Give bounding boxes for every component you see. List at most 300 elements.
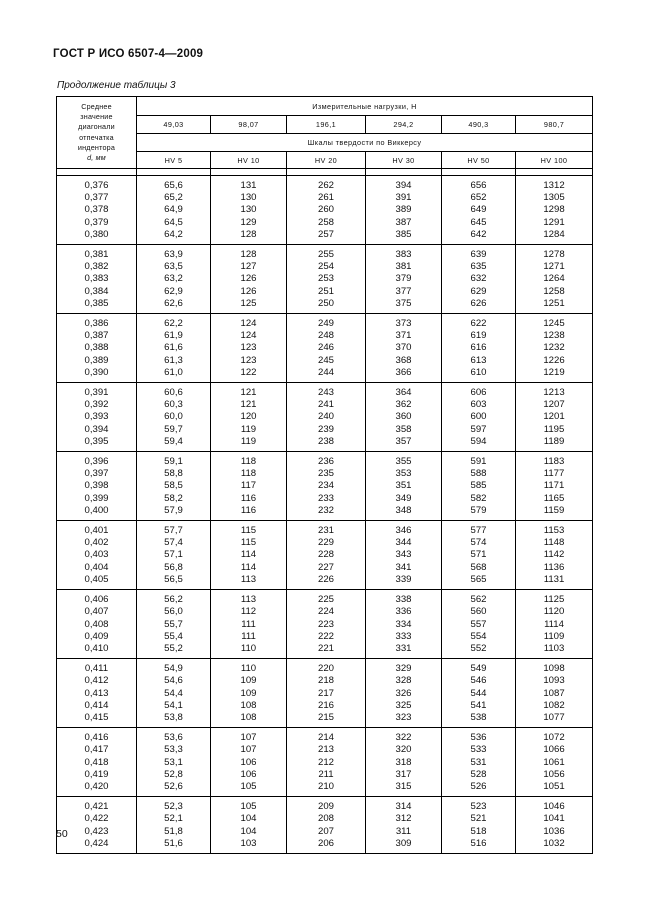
- hardness-value: 1207: [543, 399, 565, 411]
- hardness-value: 55,2: [164, 642, 183, 654]
- hardness-table: [56, 96, 593, 854]
- diagonal-value: 0,417: [84, 744, 109, 756]
- diagonal-value: 0,402: [84, 537, 109, 549]
- hardness-value: 1103: [543, 642, 565, 654]
- hardness-value: 391: [395, 192, 412, 204]
- hardness-column-cell: [366, 245, 442, 314]
- hardness-value: 123: [240, 342, 257, 354]
- hardness-value: 1114: [544, 618, 564, 630]
- hardness-column-cell: [137, 314, 211, 383]
- hardness-value: 58,8: [164, 468, 183, 480]
- hardness-value: 554: [470, 630, 487, 642]
- diagonal-value: 0,379: [84, 216, 109, 228]
- hardness-value: 55,4: [164, 630, 183, 642]
- hardness-value: 130: [240, 204, 257, 216]
- diagonal-value: 0,381: [84, 249, 109, 261]
- hardness-value: 124: [240, 330, 257, 342]
- hardness-value: 62,6: [164, 297, 183, 309]
- hardness-value: 1066: [543, 744, 565, 756]
- hardness-value: 61,0: [164, 366, 183, 378]
- load-value: 196,1: [287, 116, 366, 134]
- hardness-value: 51,8: [164, 825, 183, 837]
- hardness-value: 528: [470, 768, 487, 780]
- loads-title: Измерительные нагрузки, Н: [137, 97, 593, 116]
- hardness-value: 568: [470, 561, 487, 573]
- hardness-value: 544: [470, 687, 487, 699]
- hardness-value: 629: [470, 285, 487, 297]
- hardness-column-cell: [137, 521, 211, 590]
- hardness-value: 116: [240, 492, 257, 504]
- hardness-value: 377: [395, 285, 412, 297]
- hardness-value: 355: [395, 456, 412, 468]
- hardness-value: 112: [240, 606, 257, 618]
- hardness-value: 526: [470, 780, 487, 792]
- hardness-value: 1312: [543, 180, 565, 191]
- diagonal-column-cell: [57, 176, 137, 245]
- hardness-column-cell: [211, 590, 287, 659]
- hardness-value: 318: [395, 756, 412, 768]
- hardness-value: 326: [395, 687, 412, 699]
- hardness-value: 565: [470, 573, 487, 585]
- hardness-column-cell: [442, 590, 516, 659]
- hardness-value: 1093: [543, 675, 565, 687]
- hardness-value: 107: [240, 744, 257, 756]
- hardness-value: 54,6: [164, 675, 183, 687]
- hardness-column-cell: [287, 314, 366, 383]
- scale-label: HV 20: [287, 152, 366, 169]
- hardness-value: 113: [240, 573, 257, 585]
- diagonal-value: 0,405: [84, 573, 109, 585]
- hardness-value: 610: [470, 366, 487, 378]
- hardness-value: 549: [470, 663, 487, 675]
- hardness-value: 546: [470, 675, 487, 687]
- hardness-value: 63,9: [164, 249, 183, 261]
- hardness-column-cell: [287, 245, 366, 314]
- diagonal-value: 0,389: [84, 354, 109, 366]
- hardness-value: 1298: [543, 204, 565, 216]
- hardness-value: 1278: [543, 249, 565, 261]
- hardness-value: 594: [470, 435, 487, 447]
- hardness-column-cell: [287, 659, 366, 728]
- hardness-value: 1238: [543, 330, 565, 342]
- hardness-column-cell: [287, 452, 366, 521]
- hardness-value: 64,2: [164, 228, 183, 240]
- hardness-value: 105: [240, 801, 257, 813]
- hardness-value: 52,6: [164, 780, 183, 792]
- hardness-value: 341: [395, 561, 412, 573]
- table-row-group: [57, 314, 593, 383]
- hardness-column-cell: [137, 659, 211, 728]
- hardness-value: 63,2: [164, 273, 183, 285]
- diagonal-value: 0,413: [84, 687, 109, 699]
- hardness-value: 210: [317, 780, 334, 792]
- hardness-value: 1219: [543, 366, 565, 378]
- hardness-value: 120: [240, 411, 257, 423]
- hardness-value: 236: [317, 456, 334, 468]
- hardness-column-cell: [287, 590, 366, 659]
- hardness-value: 320: [395, 744, 412, 756]
- hardness-value: 373: [395, 318, 412, 330]
- hardness-value: 521: [470, 813, 487, 825]
- hardness-value: 61,3: [164, 354, 183, 366]
- hardness-value: 54,4: [164, 687, 183, 699]
- hardness-value: 212: [317, 756, 334, 768]
- hardness-column-cell: [366, 314, 442, 383]
- hardness-value: 1131: [543, 573, 565, 585]
- diagonal-value: 0,423: [84, 825, 109, 837]
- row-header-line: d, мм: [87, 152, 106, 162]
- hardness-value: 126: [240, 285, 257, 297]
- diagonal-value: 0,419: [84, 768, 109, 780]
- diagonal-value: 0,416: [84, 732, 109, 744]
- hardness-value: 57,9: [164, 504, 183, 516]
- table-row-group: [57, 521, 593, 590]
- hardness-value: 227: [317, 561, 334, 573]
- hardness-value: 64,5: [164, 216, 183, 228]
- hardness-value: 1036: [543, 825, 565, 837]
- hardness-value: 250: [317, 297, 334, 309]
- hardness-value: 59,1: [164, 456, 183, 468]
- hardness-value: 606: [470, 387, 487, 399]
- hardness-value: 52,1: [164, 813, 183, 825]
- hardness-value: 357: [395, 435, 412, 447]
- diagonal-column-cell: [57, 383, 137, 452]
- hardness-value: 1153: [543, 525, 565, 537]
- hardness-value: 582: [470, 492, 487, 504]
- diagonal-value: 0,378: [84, 204, 109, 216]
- hardness-value: 1264: [543, 273, 565, 285]
- hardness-value: 1232: [543, 342, 565, 354]
- hardness-column-cell: [442, 521, 516, 590]
- hardness-value: 221: [317, 642, 334, 654]
- hardness-value: 108: [240, 711, 257, 723]
- hardness-value: 541: [470, 699, 487, 711]
- hardness-value: 128: [240, 228, 257, 240]
- hardness-value: 118: [240, 468, 257, 480]
- hardness-value: 104: [240, 813, 257, 825]
- hardness-column-cell: [137, 383, 211, 452]
- hardness-value: 1120: [543, 606, 565, 618]
- hardness-value: 109: [240, 687, 257, 699]
- diagonal-value: 0,386: [84, 318, 109, 330]
- hardness-value: 1251: [543, 297, 565, 309]
- diagonal-value: 0,390: [84, 366, 109, 378]
- hardness-value: 642: [470, 228, 487, 240]
- hardness-value: 130: [240, 192, 257, 204]
- diagonal-value: 0,385: [84, 297, 109, 309]
- hardness-value: 585: [470, 480, 487, 492]
- hardness-value: 379: [395, 273, 412, 285]
- hardness-value: 591: [470, 456, 487, 468]
- table-row-group: [57, 245, 593, 314]
- table-row-group: [57, 797, 593, 854]
- diagonal-value: 0,407: [84, 606, 109, 618]
- hardness-value: 243: [317, 387, 334, 399]
- hardness-value: 253: [317, 273, 334, 285]
- hardness-column-cell: [442, 383, 516, 452]
- hardness-column-cell: [366, 797, 442, 854]
- hardness-value: 115: [240, 525, 257, 537]
- diagonal-value: 0,382: [84, 261, 109, 273]
- hardness-value: 656: [470, 180, 487, 191]
- diagonal-value: 0,409: [84, 630, 109, 642]
- hardness-value: 322: [395, 732, 412, 744]
- hardness-column-cell: [516, 176, 593, 245]
- diagonal-value: 0,400: [84, 504, 109, 516]
- hardness-value: 121: [240, 387, 257, 399]
- hardness-value: 343: [395, 549, 412, 561]
- hardness-value: 55,7: [164, 618, 183, 630]
- hardness-value: 65,6: [164, 180, 183, 191]
- hardness-column-cell: [516, 452, 593, 521]
- diagonal-value: 0,397: [84, 468, 109, 480]
- hardness-column-cell: [516, 797, 593, 854]
- hardness-value: 385: [395, 228, 412, 240]
- hardness-value: 560: [470, 606, 487, 618]
- diagonal-column-cell: [57, 797, 137, 854]
- load-value: 490,3: [442, 116, 516, 134]
- hardness-value: 1189: [543, 435, 565, 447]
- hardness-column-cell: [211, 728, 287, 797]
- diagonal-value: 0,392: [84, 399, 109, 411]
- hardness-value: 336: [395, 606, 412, 618]
- diagonal-value: 0,421: [84, 801, 109, 813]
- hardness-value: 57,4: [164, 537, 183, 549]
- hardness-value: 128: [240, 249, 257, 261]
- diagonal-column-cell: [57, 659, 137, 728]
- hardness-value: 314: [395, 801, 412, 813]
- row-header-line: Среднее: [81, 101, 112, 111]
- hardness-column-cell: [287, 176, 366, 245]
- hardness-value: 1195: [543, 423, 565, 435]
- hardness-value: 222: [317, 630, 334, 642]
- hardness-value: 122: [240, 366, 257, 378]
- hardness-value: 366: [395, 366, 412, 378]
- hardness-value: 255: [317, 249, 334, 261]
- hardness-value: 119: [240, 435, 257, 447]
- hardness-value: 1213: [543, 387, 565, 399]
- hardness-value: 536: [470, 732, 487, 744]
- hardness-column-cell: [366, 176, 442, 245]
- hardness-value: 207: [317, 825, 334, 837]
- hardness-value: 59,7: [164, 423, 183, 435]
- hardness-column-cell: [366, 590, 442, 659]
- hardness-value: 209: [317, 801, 334, 813]
- hardness-value: 107: [240, 732, 257, 744]
- hardness-value: 131: [240, 180, 257, 191]
- hardness-value: 1171: [543, 480, 565, 492]
- diagonal-value: 0,376: [84, 180, 109, 191]
- hardness-value: 52,3: [164, 801, 183, 813]
- hardness-value: 215: [317, 711, 334, 723]
- row-header-line: диагонали: [78, 122, 115, 132]
- hardness-column-cell: [211, 659, 287, 728]
- hardness-column-cell: [366, 452, 442, 521]
- hardness-value: 325: [395, 699, 412, 711]
- hardness-value: 223: [317, 618, 334, 630]
- hardness-value: 323: [395, 711, 412, 723]
- diagonal-value: 0,403: [84, 549, 109, 561]
- hardness-value: 59,4: [164, 435, 183, 447]
- diagonal-column-cell: [57, 452, 137, 521]
- diagonal-value: 0,408: [84, 618, 109, 630]
- hardness-column-cell: [137, 590, 211, 659]
- hardness-column-cell: [516, 245, 593, 314]
- table-row-group: [57, 659, 593, 728]
- hardness-value: 626: [470, 297, 487, 309]
- hardness-value: 239: [317, 423, 334, 435]
- hardness-column-cell: [137, 728, 211, 797]
- hardness-value: 387: [395, 216, 412, 228]
- hardness-value: 1077: [543, 711, 565, 723]
- hardness-value: 116: [240, 504, 257, 516]
- hardness-value: 244: [317, 366, 334, 378]
- hardness-value: 224: [317, 606, 334, 618]
- row-header-line: отпечатка: [79, 132, 114, 142]
- hardness-column-cell: [516, 383, 593, 452]
- hardness-value: 53,6: [164, 732, 183, 744]
- hardness-value: 360: [395, 411, 412, 423]
- hardness-value: 111: [241, 630, 256, 642]
- hardness-value: 56,0: [164, 606, 183, 618]
- hardness-column-cell: [516, 521, 593, 590]
- hardness-column-cell: [211, 314, 287, 383]
- row-header-line: значение: [80, 112, 113, 122]
- hardness-value: 249: [317, 318, 334, 330]
- hardness-value: 597: [470, 423, 487, 435]
- table-row-group: [57, 452, 593, 521]
- hardness-value: 233: [317, 492, 334, 504]
- hardness-column-cell: [442, 314, 516, 383]
- hardness-value: 115: [240, 537, 257, 549]
- hardness-value: 106: [240, 768, 257, 780]
- diagonal-column-cell: [57, 314, 137, 383]
- scale-label: HV 100: [516, 152, 593, 169]
- hardness-value: 63,5: [164, 261, 183, 273]
- hardness-value: 62,2: [164, 318, 183, 330]
- table-row-group: [57, 590, 593, 659]
- hardness-value: 220: [317, 663, 334, 675]
- table-row-group: [57, 176, 593, 245]
- hardness-column-cell: [516, 728, 593, 797]
- hardness-value: 216: [317, 699, 334, 711]
- scales-title: Шкалы твердости по Виккерсу: [137, 134, 593, 152]
- diagonal-value: 0,422: [84, 813, 109, 825]
- hardness-value: 127: [240, 261, 257, 273]
- diagonal-value: 0,391: [84, 387, 109, 399]
- hardness-value: 649: [470, 204, 487, 216]
- scale-label: HV 10: [211, 152, 287, 169]
- hardness-value: 53,3: [164, 744, 183, 756]
- hardness-value: 208: [317, 813, 334, 825]
- hardness-value: 333: [395, 630, 412, 642]
- hardness-value: 1159: [543, 504, 565, 516]
- hardness-value: 652: [470, 192, 487, 204]
- hardness-value: 1056: [543, 768, 565, 780]
- scale-label: HV 30: [366, 152, 442, 169]
- hardness-value: 311: [395, 825, 412, 837]
- hardness-value: 57,1: [164, 549, 183, 561]
- hardness-value: 110: [240, 663, 257, 675]
- hardness-value: 389: [395, 204, 412, 216]
- hardness-value: 577: [470, 525, 487, 537]
- hardness-value: 240: [317, 411, 334, 423]
- hardness-value: 383: [395, 249, 412, 261]
- hardness-column-cell: [287, 383, 366, 452]
- diagonal-value: 0,410: [84, 642, 109, 654]
- hardness-value: 65,2: [164, 192, 183, 204]
- hardness-value: 245: [317, 354, 334, 366]
- hardness-value: 129: [240, 216, 257, 228]
- hardness-column-cell: [287, 797, 366, 854]
- hardness-value: 111: [241, 618, 256, 630]
- hardness-value: 344: [395, 537, 412, 549]
- hardness-value: 226: [317, 573, 334, 585]
- hardness-value: 516: [470, 837, 487, 849]
- hardness-column-cell: [137, 245, 211, 314]
- hardness-value: 616: [470, 342, 487, 354]
- hardness-value: 1072: [543, 732, 565, 744]
- hardness-value: 574: [470, 537, 487, 549]
- load-value: 294,2: [366, 116, 442, 134]
- hardness-value: 518: [470, 825, 487, 837]
- hardness-value: 562: [470, 594, 487, 606]
- hardness-value: 1136: [543, 561, 565, 573]
- hardness-value: 238: [317, 435, 334, 447]
- hardness-column-cell: [442, 728, 516, 797]
- hardness-value: 251: [317, 285, 334, 297]
- hardness-column-cell: [287, 728, 366, 797]
- hardness-value: 1305: [543, 192, 565, 204]
- hardness-column-cell: [287, 521, 366, 590]
- diagonal-value: 0,394: [84, 423, 109, 435]
- hardness-value: 362: [395, 399, 412, 411]
- hardness-value: 1245: [543, 318, 565, 330]
- hardness-value: 56,5: [164, 573, 183, 585]
- scale-label: HV 50: [442, 152, 516, 169]
- table-row-group: [57, 383, 593, 452]
- diagonal-column-cell: [57, 728, 137, 797]
- hardness-value: 125: [240, 297, 257, 309]
- hardness-value: 225: [317, 594, 334, 606]
- hardness-value: 1226: [543, 354, 565, 366]
- hardness-value: 364: [395, 387, 412, 399]
- hardness-value: 312: [395, 813, 412, 825]
- hardness-value: 353: [395, 468, 412, 480]
- hardness-value: 217: [317, 687, 334, 699]
- hardness-value: 56,2: [164, 594, 183, 606]
- hardness-value: 126: [240, 273, 257, 285]
- diagonal-value: 0,380: [84, 228, 109, 240]
- hardness-value: 60,0: [164, 411, 183, 423]
- hardness-column-cell: [516, 659, 593, 728]
- hardness-value: 118: [240, 456, 257, 468]
- diagonal-value: 0,377: [84, 192, 109, 204]
- hardness-value: 117: [240, 480, 257, 492]
- hardness-value: 1061: [543, 756, 565, 768]
- hardness-value: 105: [240, 780, 257, 792]
- hardness-value: 1284: [543, 228, 565, 240]
- hardness-value: 60,6: [164, 387, 183, 399]
- hardness-value: 228: [317, 549, 334, 561]
- hardness-value: 248: [317, 330, 334, 342]
- hardness-value: 1051: [543, 780, 565, 792]
- hardness-column-cell: [211, 521, 287, 590]
- hardness-value: 639: [470, 249, 487, 261]
- hardness-value: 1165: [543, 492, 565, 504]
- hardness-value: 261: [317, 192, 334, 204]
- hardness-column-cell: [366, 521, 442, 590]
